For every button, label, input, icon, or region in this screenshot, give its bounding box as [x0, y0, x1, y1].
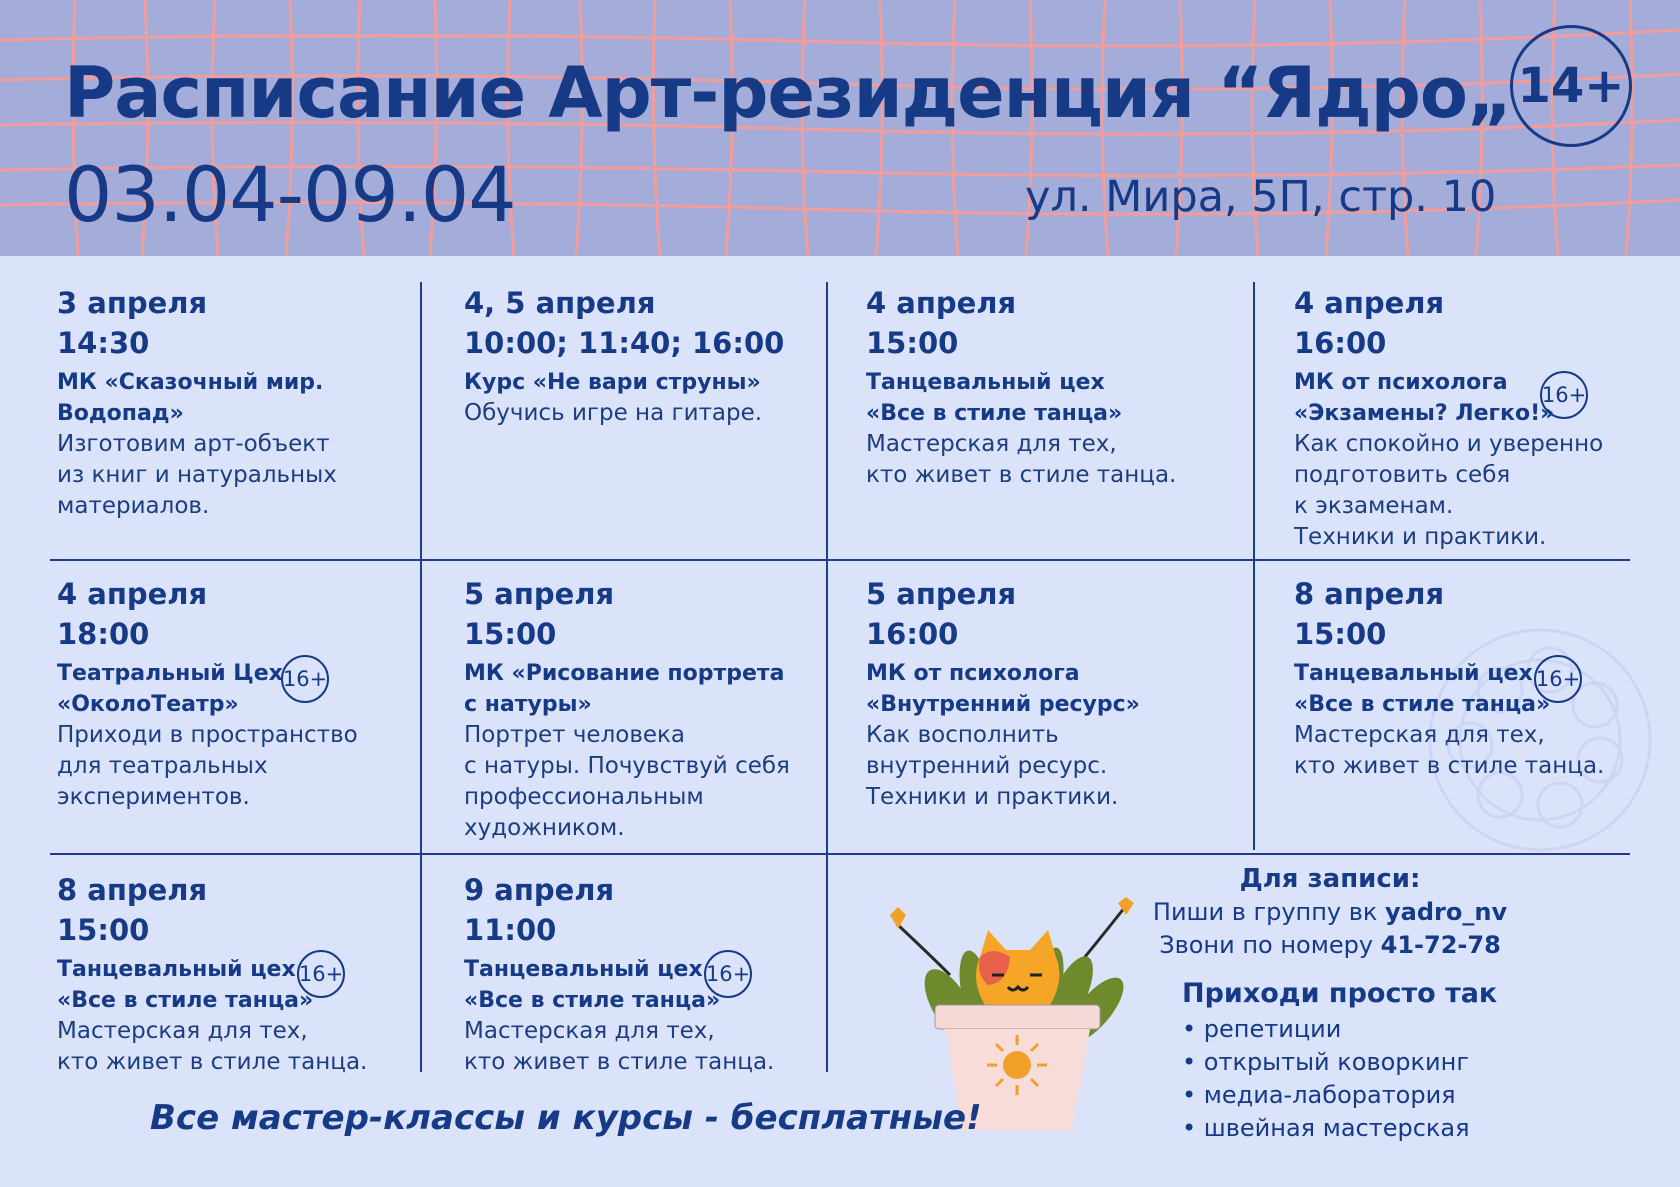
- event-title: МК от психолога: [866, 661, 1080, 686]
- event-time: 18:00: [57, 617, 150, 651]
- event-desc: Изготовим арт-объект: [57, 431, 330, 457]
- age-badge: 16+: [281, 655, 329, 703]
- event-date: 3 апреля: [57, 286, 208, 320]
- event-title: «Все в стиле танца»: [57, 988, 314, 1013]
- event-desc: к экзаменам.: [1294, 493, 1454, 519]
- event-date: 5 апреля: [866, 577, 1017, 611]
- event-time: 14:30: [57, 326, 150, 360]
- event-cell: [57, 283, 407, 522]
- event-time: 15:00: [57, 913, 150, 947]
- event-desc: экспериментов.: [57, 784, 250, 810]
- walkin-heading: Приходи просто так: [1182, 978, 1498, 1009]
- age-badge: 16+: [297, 950, 345, 998]
- event-desc: материалов.: [57, 493, 210, 519]
- event-title: МК от психолога: [1294, 370, 1508, 395]
- event-title: Театральный Цех: [57, 661, 283, 686]
- event-cell: [57, 870, 407, 1078]
- date-range: 03.04-09.04: [64, 150, 516, 239]
- event-desc: с натуры. Почувствуй себя: [464, 753, 790, 779]
- contact-phone: [1150, 929, 1510, 962]
- event-desc: для театральных: [57, 753, 268, 779]
- contact-vk: [1150, 896, 1510, 929]
- age-badge: 16+: [704, 950, 752, 998]
- event-desc: Техники и практики.: [866, 784, 1119, 810]
- age-badge: 16+: [1534, 655, 1582, 703]
- event-date: 4, 5 апреля: [464, 286, 656, 320]
- event-desc: Мастерская для тех,: [464, 1018, 715, 1044]
- event-desc: Приходи в пространство: [57, 722, 358, 748]
- event-desc: из книг и натуральных: [57, 462, 337, 488]
- age-rating-badge: 14+: [1510, 25, 1632, 147]
- event-date: 8 апреля: [57, 873, 208, 907]
- event-desc: кто живет в стиле танца.: [57, 1049, 368, 1075]
- event-date: 5 апреля: [464, 577, 615, 611]
- event-time: 10:00; 11:40; 16:00: [464, 326, 785, 360]
- event-time: 11:00: [464, 913, 557, 947]
- event-date: 4 апреля: [1294, 286, 1445, 320]
- event-time: 16:00: [1294, 326, 1387, 360]
- event-title: МК «Сказочный мир.: [57, 370, 324, 395]
- vk-group-link[interactable]: yadro_nv: [1385, 898, 1508, 926]
- event-desc: Как восполнить: [866, 722, 1059, 748]
- age-badge: 16+: [1540, 371, 1588, 419]
- contact-vk-label: Пиши в группу вк: [1152, 898, 1386, 926]
- event-cell: [57, 574, 407, 813]
- event-desc: кто живет в стиле танца.: [1294, 753, 1605, 779]
- walkin-item: • репетиции: [1182, 1015, 1342, 1043]
- contact-heading: Для записи:: [1239, 864, 1421, 894]
- event-title: с натуры»: [464, 692, 592, 717]
- event-title: МК «Рисование портрета: [464, 661, 785, 686]
- event-title: Танцевальный цех: [57, 957, 296, 982]
- event-cell: [1294, 574, 1654, 782]
- event-desc: Техники и практики.: [1294, 524, 1547, 550]
- event-desc: Обучись игре на гитаре.: [464, 400, 763, 426]
- event-cell: [866, 574, 1236, 813]
- event-title: «Все в стиле танца»: [1294, 692, 1551, 717]
- event-desc: кто живет в стиле танца.: [866, 462, 1177, 488]
- event-desc: внутренний ресурс.: [866, 753, 1108, 779]
- event-date: 4 апреля: [866, 286, 1017, 320]
- event-title: «Все в стиле танца»: [464, 988, 721, 1013]
- contact-block: [1150, 863, 1510, 962]
- page-title: Расписание Арт-резиденция “Ядро„: [64, 52, 1512, 134]
- event-title: «Внутренний ресурс»: [866, 692, 1140, 717]
- event-title: Танцевальный цех: [866, 370, 1105, 395]
- event-time: 16:00: [866, 617, 959, 651]
- event-title: «Экзамены? Легко!»: [1294, 401, 1555, 426]
- event-desc: художником.: [464, 815, 625, 841]
- event-title: Водопад»: [57, 401, 184, 426]
- event-date: 8 апреля: [1294, 577, 1445, 611]
- event-desc: профессиональным: [464, 784, 704, 810]
- event-desc: Мастерская для тех,: [1294, 722, 1545, 748]
- event-desc: Как спокойно и уверенно: [1294, 431, 1604, 457]
- contact-phone-label: Звони по номеру: [1159, 931, 1381, 959]
- event-title: Танцевальный цех: [464, 957, 703, 982]
- event-cell: [464, 870, 814, 1078]
- walkin-item: • медиа-лаборатория: [1182, 1081, 1456, 1109]
- event-desc: Мастерская для тех,: [57, 1018, 308, 1044]
- event-cell: [866, 283, 1236, 491]
- event-time: 15:00: [1294, 617, 1387, 651]
- event-desc: Портрет человека: [464, 722, 686, 748]
- event-cell: [464, 283, 814, 429]
- event-time: 15:00: [866, 326, 959, 360]
- event-date: 4 апреля: [57, 577, 208, 611]
- event-title: «ОколоТеатр»: [57, 692, 239, 717]
- event-desc: Мастерская для тех,: [866, 431, 1117, 457]
- event-title: Танцевальный цех: [1294, 661, 1533, 686]
- event-cell: [1294, 283, 1654, 553]
- event-cell: [464, 574, 814, 844]
- free-notice: Все мастер-классы и курсы - бесплатные!: [150, 1098, 982, 1138]
- event-date: 9 апреля: [464, 873, 615, 907]
- event-time: 15:00: [464, 617, 557, 651]
- event-desc: подготовить себя: [1294, 462, 1511, 488]
- phone-number[interactable]: 41-72-78: [1380, 931, 1501, 959]
- event-title: Курс «Не вари струны»: [464, 370, 761, 395]
- walkin-item: • швейная мастерская: [1182, 1114, 1470, 1142]
- event-title: «Все в стиле танца»: [866, 401, 1123, 426]
- event-desc: кто живет в стиле танца.: [464, 1049, 775, 1075]
- address: ул. Мира, 5П, стр. 10: [1025, 172, 1497, 222]
- walkin-block: [1182, 975, 1497, 1145]
- walkin-item: • открытый коворкинг: [1182, 1048, 1469, 1076]
